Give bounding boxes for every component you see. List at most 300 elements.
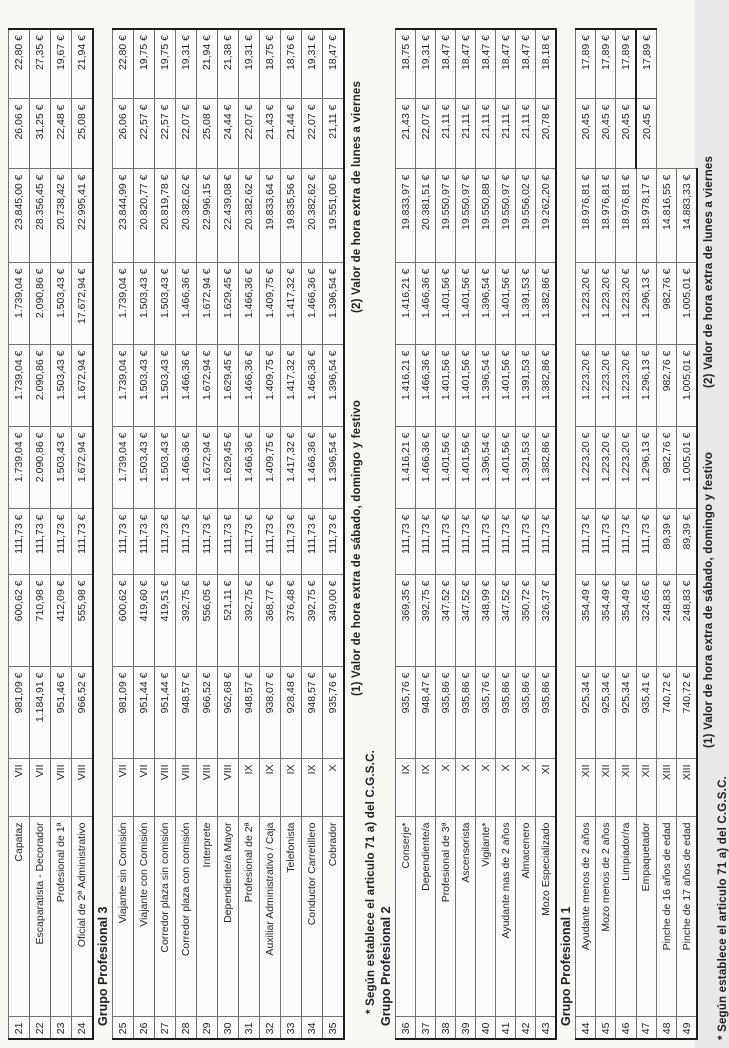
value-cell: 935,76 € xyxy=(396,667,416,759)
value-cell: 2.090,86 € xyxy=(30,345,51,427)
value-cell: 925,34 € xyxy=(596,667,616,759)
value-cell: 1.503,43 € xyxy=(51,263,72,345)
value-cell: 22,48 € xyxy=(51,99,72,169)
value-cell xyxy=(657,99,677,169)
value-cell: 22,07 € xyxy=(416,99,436,169)
row-label-cell: Ayudante menos de 2 años xyxy=(576,817,596,1017)
value-cell: 111,73 € xyxy=(496,509,516,575)
value-cell: 1.296,13 € xyxy=(636,345,657,427)
value-cell: 1.417,32 € xyxy=(281,263,302,345)
value-cell: 111,73 € xyxy=(176,509,197,575)
table-row xyxy=(456,29,476,1039)
footnote-line xyxy=(703,0,715,1048)
value-cell: 20,45 € xyxy=(576,99,596,169)
value-cell: 19,67 € xyxy=(51,29,72,99)
value-cell: 935,86 € xyxy=(436,667,456,759)
table-row xyxy=(218,29,239,1039)
value-cell: 19.833,97 € xyxy=(396,169,416,263)
value-cell: 18,47 € xyxy=(496,29,516,99)
value-cell: 555,98 € xyxy=(72,575,94,667)
value-cell: 710,98 € xyxy=(30,575,51,667)
value-cell: 24,44 € xyxy=(218,99,239,169)
value-cell: 354,49 € xyxy=(616,575,637,667)
group-level-cell: VII xyxy=(30,759,51,817)
value-cell xyxy=(677,99,698,169)
value-cell: 17,89 € xyxy=(616,29,637,99)
value-cell: 22,80 € xyxy=(9,29,30,99)
value-cell: 21,43 € xyxy=(396,99,416,169)
value-cell: 111,73 € xyxy=(72,509,94,575)
group-level-cell: XIII xyxy=(657,759,677,817)
row-label-cell: Cobrador xyxy=(323,817,345,1017)
value-cell: 1.466,36 € xyxy=(239,427,260,509)
value-cell: 419,60 € xyxy=(134,575,155,667)
value-cell: 19.550,97 € xyxy=(456,169,476,263)
row-number-cell: 49 xyxy=(677,1017,698,1039)
row-number-cell: 21 xyxy=(9,1017,30,1039)
table-row xyxy=(260,29,281,1039)
row-number-cell: 40 xyxy=(476,1017,496,1039)
value-cell: 20,45 € xyxy=(616,99,637,169)
value-cell: 981,09 € xyxy=(9,667,30,759)
table-row xyxy=(134,29,155,1039)
value-cell: 600,62 € xyxy=(113,575,134,667)
value-cell: 392,75 € xyxy=(302,575,323,667)
value-cell: 1.409,75 € xyxy=(260,427,281,509)
value-cell: 1.382,86 € xyxy=(536,263,557,345)
value-cell: 22,07 € xyxy=(176,99,197,169)
value-cell: 369,35 € xyxy=(396,575,416,667)
row-number-cell: 37 xyxy=(416,1017,436,1039)
value-cell: 111,73 € xyxy=(9,509,30,575)
value-cell: 349,00 € xyxy=(323,575,345,667)
group-level-cell: XII xyxy=(576,759,596,817)
row-number-cell: 47 xyxy=(636,1017,657,1039)
value-cell: 21,94 € xyxy=(72,29,94,99)
table-row xyxy=(239,29,260,1039)
footnote-star-line xyxy=(365,0,377,1048)
value-cell: 419,51 € xyxy=(155,575,176,667)
value-cell: 18,76 € xyxy=(281,29,302,99)
row-number-cell: 38 xyxy=(436,1017,456,1039)
value-cell: 1.466,36 € xyxy=(416,345,436,427)
value-cell: 1.739,04 € xyxy=(9,263,30,345)
value-cell: 1.401,56 € xyxy=(456,263,476,345)
value-cell: 1.629,45 € xyxy=(218,263,239,345)
value-cell: 17,89 € xyxy=(596,29,616,99)
value-cell: 18,75 € xyxy=(260,29,281,99)
value-cell: 1.672,94 € xyxy=(72,427,94,509)
value-cell: 1.401,56 € xyxy=(436,263,456,345)
value-cell: 19.550,88 € xyxy=(476,169,496,263)
value-cell: 19.833,64 € xyxy=(260,169,281,263)
value-cell: 928,48 € xyxy=(281,667,302,759)
table-row xyxy=(323,29,345,1039)
value-cell: 22,57 € xyxy=(155,99,176,169)
table-row xyxy=(516,29,536,1039)
value-cell: 111,73 € xyxy=(616,509,637,575)
value-cell: 23.844,99 € xyxy=(113,169,134,263)
row-label-cell: Profesional de 3ª xyxy=(436,817,456,1017)
row-label-cell: Almacenero xyxy=(516,817,536,1017)
footnote-2: (2) Valor de hora extra de lunes a viernes xyxy=(703,155,715,388)
value-cell: 22,57 € xyxy=(134,99,155,169)
value-cell: 31,25 € xyxy=(30,99,51,169)
value-cell: 982,76 € xyxy=(657,427,677,509)
value-cell: 1.391,53 € xyxy=(516,427,536,509)
value-cell: 111,73 € xyxy=(30,509,51,575)
value-cell: 740,72 € xyxy=(677,667,698,759)
row-label-cell: Mozo menos de 2 años xyxy=(596,817,616,1017)
value-cell: 20.820,77 € xyxy=(134,169,155,263)
value-cell: 1.396,54 € xyxy=(323,263,345,345)
group-level-cell: VII xyxy=(113,759,134,817)
row-label-cell: Vigilante* xyxy=(476,817,496,1017)
value-cell: 1.396,54 € xyxy=(323,427,345,509)
value-cell: 22.439,08 € xyxy=(218,169,239,263)
table-row xyxy=(436,29,456,1039)
value-cell: 111,73 € xyxy=(456,509,476,575)
value-cell xyxy=(657,29,677,99)
value-cell: 111,73 € xyxy=(281,509,302,575)
value-cell: 19.556,02 € xyxy=(516,169,536,263)
value-cell: 935,76 € xyxy=(476,667,496,759)
value-cell: 1.401,56 € xyxy=(456,345,476,427)
value-cell: 1.672,94 € xyxy=(197,427,218,509)
value-cell: 20.738,42 € xyxy=(51,169,72,263)
footnote-star: * Según establece el articulo 71 a) del C.G.S.C. xyxy=(365,750,377,1014)
row-number-cell: 29 xyxy=(197,1017,218,1039)
group-level-cell: VIII xyxy=(197,759,218,817)
value-cell: 1.672,94 € xyxy=(72,345,94,427)
value-cell: 1.391,53 € xyxy=(516,345,536,427)
row-label-cell: Auxiliar Administrativo / Caja xyxy=(260,817,281,1017)
footnote-star-line xyxy=(717,0,729,1048)
value-cell: 966,52 € xyxy=(197,667,218,759)
value-cell: 111,73 € xyxy=(218,509,239,575)
row-number-cell: 42 xyxy=(516,1017,536,1039)
row-number-cell: 23 xyxy=(51,1017,72,1039)
value-cell: 1.223,20 € xyxy=(616,427,637,509)
row-label-cell: Dependiente/a Mayor xyxy=(218,817,239,1017)
value-cell: 1.739,04 € xyxy=(113,345,134,427)
value-cell: 1.396,54 € xyxy=(476,427,496,509)
value-cell: 1.503,43 € xyxy=(134,345,155,427)
value-cell: 111,73 € xyxy=(155,509,176,575)
value-cell: 347,52 € xyxy=(456,575,476,667)
value-cell: 1.503,43 € xyxy=(51,427,72,509)
value-cell: 1.416,21 € xyxy=(396,427,416,509)
value-cell: 982,76 € xyxy=(657,263,677,345)
value-cell: 111,73 € xyxy=(260,509,281,575)
row-label-cell: Profesional de 1ª xyxy=(51,817,72,1017)
table-row xyxy=(476,29,496,1039)
value-cell: 1.739,04 € xyxy=(9,427,30,509)
value-cell: 948,47 € xyxy=(416,667,436,759)
value-cell: 348,99 € xyxy=(476,575,496,667)
group-level-cell: VIII xyxy=(51,759,72,817)
value-cell: 89,39 € xyxy=(657,509,677,575)
salary-table-grupo-profesional-2 xyxy=(395,28,557,1040)
value-cell: 111,73 € xyxy=(197,509,218,575)
value-cell: 89,39 € xyxy=(677,509,698,575)
value-cell: 1.382,86 € xyxy=(536,427,557,509)
value-cell: 1.401,56 € xyxy=(436,427,456,509)
value-cell: 1.223,20 € xyxy=(576,427,596,509)
value-cell: 2.090,86 € xyxy=(30,427,51,509)
table-row xyxy=(9,29,30,1039)
value-cell: 21,11 € xyxy=(436,99,456,169)
value-cell: 26,06 € xyxy=(9,99,30,169)
value-cell: 111,73 € xyxy=(596,509,616,575)
value-cell: 938,07 € xyxy=(260,667,281,759)
table-row xyxy=(657,29,677,1039)
table-row xyxy=(197,29,218,1039)
value-cell: 20.382,62 € xyxy=(176,169,197,263)
value-cell: 20.382,62 € xyxy=(302,169,323,263)
value-cell: 1.629,45 € xyxy=(218,345,239,427)
value-cell: 1.503,43 € xyxy=(155,427,176,509)
value-cell: 26,06 € xyxy=(113,99,134,169)
value-cell: 22.995,41 € xyxy=(72,169,94,263)
row-label-cell: Escaparatista - Decorador xyxy=(30,817,51,1017)
salary-table-block-21-24 xyxy=(8,28,94,1040)
value-cell: 23.845,00 € xyxy=(9,169,30,263)
value-cell: 347,52 € xyxy=(436,575,456,667)
row-label-cell: Capataz xyxy=(9,817,30,1017)
row-number-cell: 36 xyxy=(396,1017,416,1039)
row-number-cell: 31 xyxy=(239,1017,260,1039)
value-cell: 1.401,56 € xyxy=(496,263,516,345)
value-cell: 1.503,43 € xyxy=(155,263,176,345)
row-number-cell: 35 xyxy=(323,1017,345,1039)
value-cell: 18,47 € xyxy=(456,29,476,99)
value-cell: 1.466,36 € xyxy=(416,427,436,509)
value-cell: 1.466,36 € xyxy=(302,345,323,427)
value-cell: 18.976,81 € xyxy=(596,169,616,263)
value-cell: 27,35 € xyxy=(30,29,51,99)
value-cell: 111,73 € xyxy=(134,509,155,575)
table-row xyxy=(636,29,657,1039)
table-row xyxy=(176,29,197,1039)
value-cell: 1.401,56 € xyxy=(496,427,516,509)
row-label-cell: Mozo Especializado xyxy=(536,817,557,1017)
group-level-cell: X xyxy=(496,759,516,817)
value-cell: 21,38 € xyxy=(218,29,239,99)
table-row xyxy=(416,29,436,1039)
value-cell: 350,72 € xyxy=(516,575,536,667)
value-cell: 1.005,01 € xyxy=(677,345,698,427)
row-number-cell: 27 xyxy=(155,1017,176,1039)
row-label-cell: Telefonista xyxy=(281,817,302,1017)
value-cell: 1.296,13 € xyxy=(636,427,657,509)
group-level-cell: IX xyxy=(416,759,436,817)
value-cell: 935,86 € xyxy=(516,667,536,759)
row-label-cell: Ayudante mas de 2 años xyxy=(496,817,516,1017)
value-cell: 1.739,04 € xyxy=(113,263,134,345)
row-label-cell: Pinche de 16 años de edad xyxy=(657,817,677,1017)
value-cell: 1.401,56 € xyxy=(436,345,456,427)
row-number-cell: 39 xyxy=(456,1017,476,1039)
value-cell: 1.396,54 € xyxy=(323,345,345,427)
value-cell: 248,83 € xyxy=(677,575,698,667)
row-number-cell: 43 xyxy=(536,1017,557,1039)
table-row xyxy=(302,29,323,1039)
value-cell: 18.976,81 € xyxy=(576,169,596,263)
footnote-line xyxy=(351,0,363,1048)
value-cell: 19,31 € xyxy=(239,29,260,99)
value-cell: 22.996,15 € xyxy=(197,169,218,263)
value-cell: 962,68 € xyxy=(218,667,239,759)
value-cell: 19.550,97 € xyxy=(436,169,456,263)
value-cell: 19.262,20 € xyxy=(536,169,557,263)
value-cell: 28.356,45 € xyxy=(30,169,51,263)
value-cell: 20,78 € xyxy=(536,99,557,169)
value-cell: 1.391,53 € xyxy=(516,263,536,345)
value-cell: 392,75 € xyxy=(239,575,260,667)
row-label-cell: Interprete xyxy=(197,817,218,1017)
value-cell: 740,72 € xyxy=(657,667,677,759)
row-label-cell: Viajante con Comisión xyxy=(134,817,155,1017)
value-cell: 966,52 € xyxy=(72,667,94,759)
value-cell: 17.672,94 € xyxy=(72,263,94,345)
table-row xyxy=(576,29,596,1039)
footnote-1: (1) Valor de hora extra de sábado, domingo y festivo xyxy=(351,399,363,696)
value-cell: 22,07 € xyxy=(302,99,323,169)
value-cell: 1.401,56 € xyxy=(456,427,476,509)
value-cell: 556,05 € xyxy=(197,575,218,667)
value-cell: 18,47 € xyxy=(323,29,345,99)
value-cell: 376,48 € xyxy=(281,575,302,667)
group-level-cell: VIII xyxy=(176,759,197,817)
value-cell: 111,73 € xyxy=(51,509,72,575)
row-label-cell: Dependiente/a xyxy=(416,817,436,1017)
value-cell: 19.550,97 € xyxy=(496,169,516,263)
value-cell: 14.883,33 € xyxy=(677,169,698,263)
value-cell: 1.503,43 € xyxy=(134,263,155,345)
value-cell: 111,73 € xyxy=(476,509,496,575)
row-number-cell: 41 xyxy=(496,1017,516,1039)
row-number-cell: 33 xyxy=(281,1017,302,1039)
salary-table-grupo-profesional-1 xyxy=(575,28,698,1040)
group-level-cell: IX xyxy=(302,759,323,817)
value-cell: 111,73 € xyxy=(536,509,557,575)
group-level-cell: VII xyxy=(134,759,155,817)
value-cell xyxy=(677,29,698,99)
value-cell: 1.409,75 € xyxy=(260,263,281,345)
value-cell: 981,09 € xyxy=(113,667,134,759)
value-cell: 347,52 € xyxy=(496,575,516,667)
footnote-star: * Según establece el articulo 71 a) del C.G.S.C. xyxy=(717,776,729,1040)
value-cell: 111,73 € xyxy=(516,509,536,575)
value-cell: 18,75 € xyxy=(396,29,416,99)
value-cell: 1.382,86 € xyxy=(536,345,557,427)
value-cell: 19,31 € xyxy=(416,29,436,99)
value-cell: 1.466,36 € xyxy=(176,345,197,427)
value-cell: 25,08 € xyxy=(72,99,94,169)
row-number-cell: 45 xyxy=(596,1017,616,1039)
value-cell: 17,89 € xyxy=(576,29,596,99)
value-cell: 1.672,94 € xyxy=(197,345,218,427)
row-number-cell: 32 xyxy=(260,1017,281,1039)
row-number-cell: 48 xyxy=(657,1017,677,1039)
value-cell: 111,73 € xyxy=(636,509,657,575)
row-label-cell: Limpiador/ra xyxy=(616,817,637,1017)
value-cell: 925,34 € xyxy=(576,667,596,759)
value-cell: 1.466,36 € xyxy=(302,427,323,509)
value-cell: 18,47 € xyxy=(436,29,456,99)
value-cell: 1.223,20 € xyxy=(616,263,637,345)
value-cell: 19.551,00 € xyxy=(323,169,345,263)
row-label-cell: Corredor plaza sin comisión xyxy=(155,817,176,1017)
value-cell: 951,44 € xyxy=(134,667,155,759)
value-cell: 19,75 € xyxy=(134,29,155,99)
group-level-cell: XII xyxy=(596,759,616,817)
group-level-cell: IX xyxy=(396,759,416,817)
value-cell: 19,31 € xyxy=(302,29,323,99)
value-cell: 925,34 € xyxy=(616,667,637,759)
value-cell: 1.409,75 € xyxy=(260,345,281,427)
value-cell: 18,47 € xyxy=(476,29,496,99)
value-cell: 111,73 € xyxy=(416,509,436,575)
value-cell: 1.005,01 € xyxy=(677,427,698,509)
row-number-cell: 30 xyxy=(218,1017,239,1039)
group-title-profesional-1: Grupo Profesional 1 xyxy=(559,906,573,1026)
value-cell: 21,11 € xyxy=(476,99,496,169)
value-cell: 1.466,36 € xyxy=(302,263,323,345)
value-cell: 1.466,36 € xyxy=(176,427,197,509)
table-row xyxy=(536,29,557,1039)
group-level-cell: IX xyxy=(239,759,260,817)
value-cell: 20.381,51 € xyxy=(416,169,436,263)
table-row xyxy=(51,29,72,1039)
value-cell: 392,75 € xyxy=(416,575,436,667)
row-label-cell: Profesional de 2ª xyxy=(239,817,260,1017)
value-cell: 20.819,78 € xyxy=(155,169,176,263)
value-cell: 1.417,32 € xyxy=(281,427,302,509)
footnote-2: (2) Valor de hora extra de lunes a viernes xyxy=(351,80,363,313)
group-level-cell: XI xyxy=(536,759,557,817)
value-cell: 521,11 € xyxy=(218,575,239,667)
value-cell: 935,86 € xyxy=(536,667,557,759)
value-cell: 22,07 € xyxy=(239,99,260,169)
value-cell: 111,73 € xyxy=(396,509,416,575)
value-cell: 2.090,86 € xyxy=(30,263,51,345)
group-level-cell: VIII xyxy=(218,759,239,817)
value-cell: 1.223,20 € xyxy=(596,427,616,509)
value-cell: 1.396,54 € xyxy=(476,345,496,427)
value-cell: 21,11 € xyxy=(496,99,516,169)
value-cell: 1.739,04 € xyxy=(9,345,30,427)
row-number-cell: 28 xyxy=(176,1017,197,1039)
value-cell: 21,11 € xyxy=(323,99,345,169)
group-level-cell: X xyxy=(516,759,536,817)
value-cell: 1.416,21 € xyxy=(396,345,416,427)
value-cell: 948,57 € xyxy=(176,667,197,759)
table-row xyxy=(30,29,51,1039)
row-label-cell: Conserje* xyxy=(396,817,416,1017)
value-cell: 111,73 € xyxy=(576,509,596,575)
group-level-cell: IX xyxy=(281,759,302,817)
value-cell: 1.401,56 € xyxy=(496,345,516,427)
value-cell: 18,47 € xyxy=(516,29,536,99)
value-cell: 19.835,56 € xyxy=(281,169,302,263)
value-cell: 1.503,43 € xyxy=(134,427,155,509)
value-cell: 1.466,36 € xyxy=(239,345,260,427)
row-label-cell: Viajante sin Comisión xyxy=(113,817,134,1017)
row-number-cell: 46 xyxy=(616,1017,637,1039)
group-level-cell: X xyxy=(456,759,476,817)
